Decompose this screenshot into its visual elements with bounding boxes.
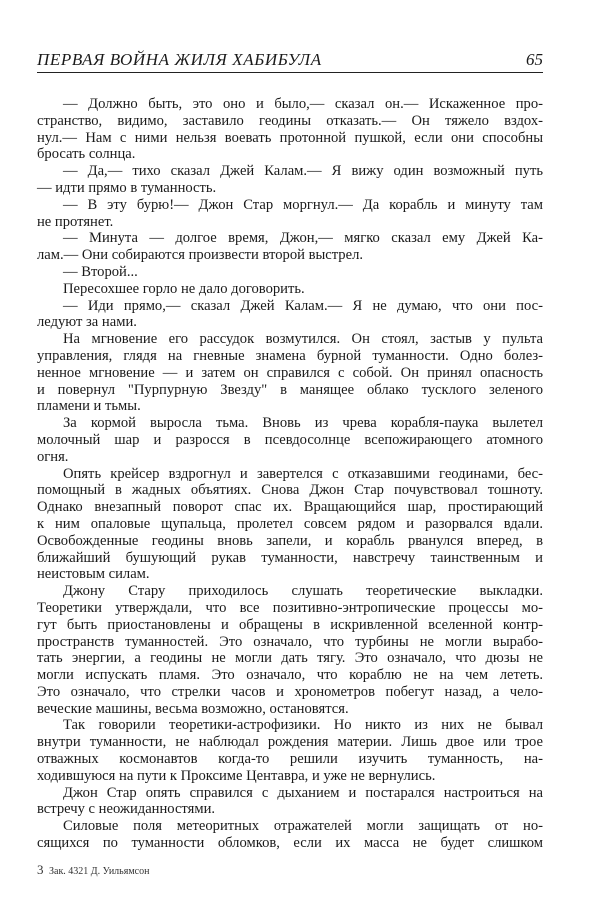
- text-line: — идти прямо в туманность.: [37, 179, 217, 196]
- text-line: пространств туманностей. Это означало, что турбины не могли вырабо-: [37, 633, 543, 650]
- text-line: бросать солнца.: [37, 146, 136, 163]
- paragraph: [37, 264, 543, 281]
- text-line: Джон Стар опять справился с дыханием и постарался настроиться на: [63, 784, 543, 801]
- paragraph: [37, 163, 543, 197]
- text-line: встречу с неожиданностями.: [37, 801, 216, 818]
- text-line: тать энергии, а геодины не могли дать тягу. Это означало, что дюзы не: [37, 650, 543, 667]
- paragraph: [37, 415, 543, 465]
- text-line: ненное мгновение — и затем он справился с собой. Он принял опасность: [37, 364, 543, 381]
- text-line: гут быть приостановлены и обращены в искривленной вселенной контр-: [37, 616, 543, 633]
- text-line: отважных космонавтов когда-то решили изучить туманность, на-: [37, 751, 543, 768]
- text-line: могли испускать пламя. Это означало, что кораблю не на чем лететь.: [37, 667, 543, 684]
- paragraph: [37, 298, 543, 332]
- text-line: Так говорили теоретики-астрофизики. Но никто из них не бывал: [63, 717, 543, 734]
- paragraph: [37, 583, 543, 717]
- text-line: и повернул "Пурпурную Звезду" в манящее облако тусклого зеленого: [37, 381, 543, 398]
- running-title: ПЕРВАЯ ВОЙНА ЖИЛЯ ХАБИБУЛА: [37, 50, 322, 69]
- print-imprint: Зак. 4321 Д. Уильямсон: [49, 866, 150, 877]
- text-line: внутри туманности, не наблюдал рождения материи. Лишь двое или трое: [37, 734, 543, 751]
- paragraph: [37, 466, 543, 584]
- text-line: — Второй...: [63, 263, 138, 280]
- text-line: Пересохшее горло не дало договорить.: [63, 280, 305, 297]
- text-line: неистовым силам.: [37, 566, 150, 583]
- text-line: пламени и тьмы.: [37, 398, 141, 415]
- text-line: помощный в жадных объятиях. Снова Джон Стар почувствовал тошноту.: [37, 482, 543, 499]
- text-line: ледуют за нами.: [37, 314, 137, 331]
- text-line: — Минута — долгое время, Джон,— мягко сказал ему Джей Ка-: [63, 230, 543, 247]
- text-line: — Да,— тихо сказал Джей Калам.— Я вижу один возможный путь: [63, 163, 543, 180]
- page-footer: [37, 862, 149, 878]
- text-line: веческие машины, весьма возможно, остановятся.: [37, 700, 349, 717]
- text-line: На мгновение его рассудок возмутился. Он стоял, застыв у пульта: [63, 331, 543, 348]
- text-line: нул.— Нам с ними нельзя воевать протонной пушкой, если они способны: [37, 129, 543, 146]
- text-line: к ним опаловые щупальца, пролетел совсем рядом и разорвался вдали.: [37, 515, 543, 532]
- text-line: — Должно быть, это оно и было,— сказал он.— Искаженное про-: [63, 96, 543, 112]
- page-number: 65: [526, 50, 543, 69]
- text-line: — Иди прямо,— сказал Джей Калам.— Я не думаю, что они пос-: [63, 297, 543, 314]
- paragraph: [37, 197, 543, 231]
- paragraph: [37, 281, 543, 298]
- text-line: Освобожденные геодины вновь запели, и корабль рванулся вперед, в: [37, 532, 543, 549]
- paragraph: [37, 96, 543, 163]
- signature-mark: 3: [37, 862, 44, 877]
- paragraph: [37, 785, 543, 819]
- text-line: не протянет.: [37, 213, 114, 230]
- paragraph: [37, 818, 543, 852]
- text-line: странство, видимо, заставило геодины отказать.— Он тяжело вздох-: [37, 112, 543, 129]
- text-line: Однако внезапный поворот спас их. Вращающийся шар, простирающий: [37, 499, 543, 516]
- text-line: ходившуюся на пути к Проксиме Центавра, и уже не вернулись.: [37, 767, 436, 784]
- paragraph: [37, 717, 543, 784]
- text-line: Теоретики утверждали, что все позитивно-энтропические процессы мо-: [37, 599, 543, 616]
- text-line: Силовые поля метеоритных отражателей могли защищать от но-: [63, 818, 543, 835]
- page-body-text: [37, 96, 543, 852]
- text-line: лам.— Они собираются произвести второй выстрел.: [37, 247, 364, 264]
- text-line: Это означало, что стрелки часов и хронометров побегут назад, а чело-: [37, 683, 543, 700]
- text-line: сящихся по туманности обломков, если их масса не будет слишком: [37, 835, 543, 852]
- text-line: огня.: [37, 448, 69, 465]
- text-line: За кормой выросла тьма. Вновь из чрева корабля-паука вылетел: [63, 415, 543, 432]
- text-line: Джону Стару приходилось слушать теоретические выкладки.: [63, 583, 543, 600]
- running-header: [37, 50, 543, 73]
- paragraph: [37, 331, 543, 415]
- paragraph: [37, 230, 543, 264]
- text-line: ближайший бушующий рукав туманности, навстречу таинственным и: [37, 549, 543, 566]
- text-line: управления, глядя на гневные знамена бурной туманности. Одно болез-: [37, 347, 543, 364]
- text-line: Опять крейсер вздрогнул и завертелся с отказавшими геодинами, бес-: [63, 465, 543, 482]
- text-line: — В эту бурю!— Джон Стар моргнул.— Да корабль и минуту там: [63, 196, 543, 213]
- text-line: молочный шар и разросся в псевдосолнце всепожирающего атомного: [37, 431, 543, 448]
